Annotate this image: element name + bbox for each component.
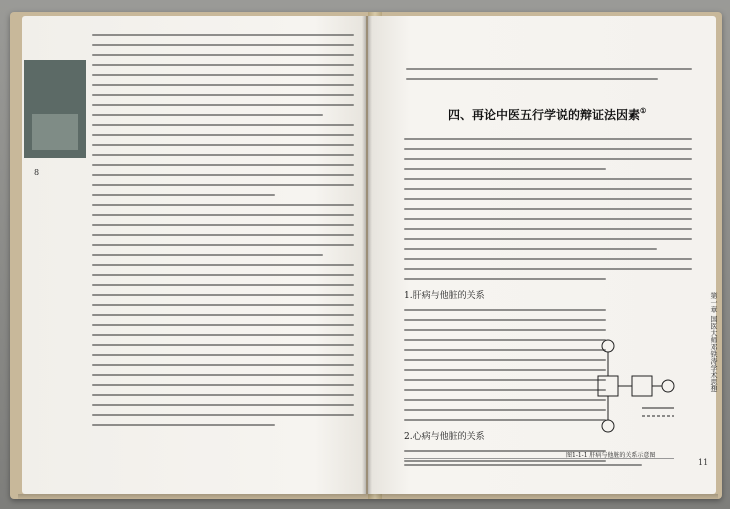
section-title: 四、再论中医五行学说的辩证法因素① — [448, 106, 647, 122]
subsection-heading-liver: 1.肝病与他脏的关系 — [404, 291, 485, 301]
right-top-text — [406, 60, 692, 88]
left-page-number: 8 — [34, 168, 40, 177]
page-gutter — [362, 16, 372, 494]
left-side-band — [24, 60, 86, 158]
diagram-caption: 图1-1-1 肝病与他脏的关系示意图 — [566, 452, 656, 459]
chapter-vertical-label: 第一章 国医大师邓铁涛学术思想 — [710, 292, 718, 393]
right-page-number: 11 — [698, 458, 709, 467]
side-band-sub — [32, 114, 78, 150]
subsection-heading-heart: 2.心病与他脏的关系 — [404, 432, 485, 442]
left-page-text-lines — [92, 26, 354, 434]
footnote-line — [404, 458, 674, 468]
liver-relation-diagram — [582, 330, 688, 442]
book-bottom-shadow — [18, 494, 718, 500]
